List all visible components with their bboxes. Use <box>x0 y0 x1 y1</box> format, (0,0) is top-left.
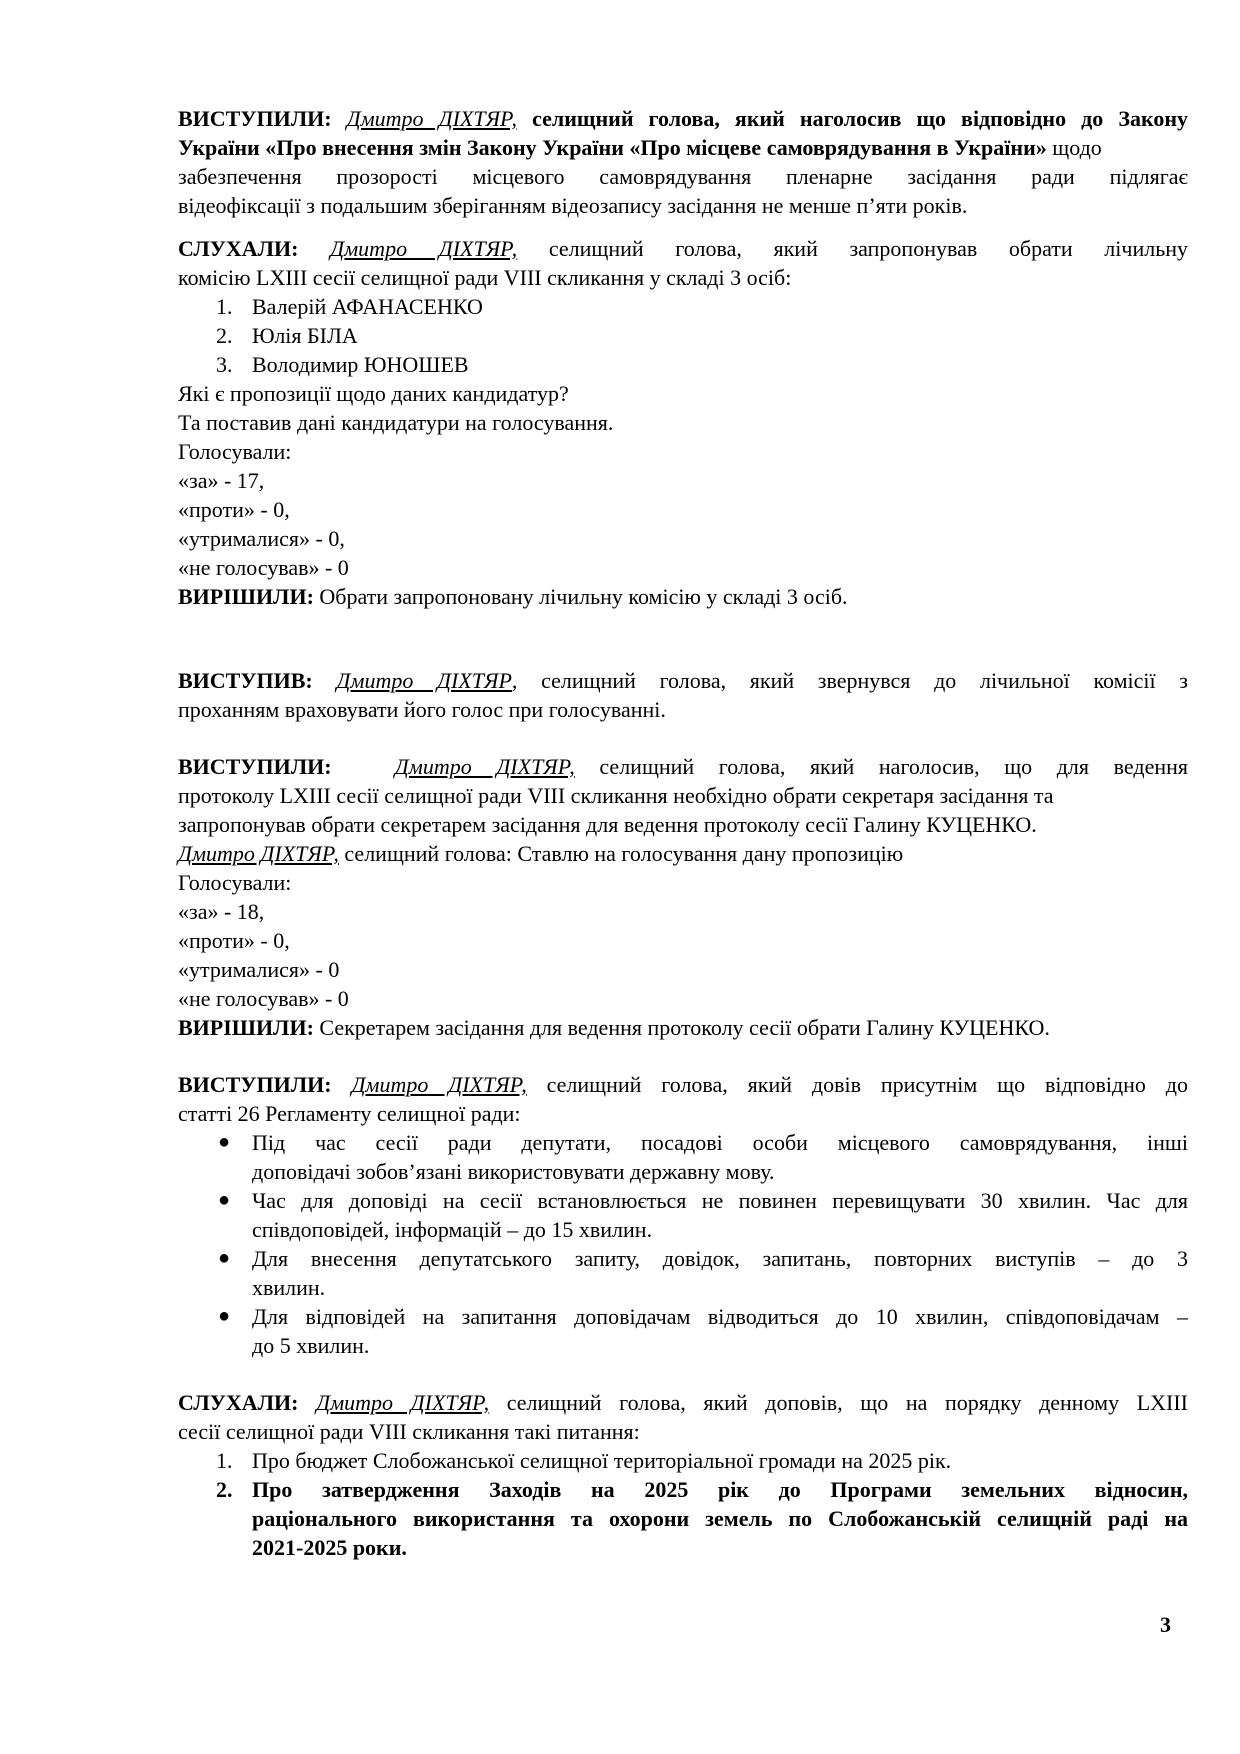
decision: ВИРІШИЛИ: Секретарем засідання для ведення протоколу сесії обрати Галину КУЦЕНКО. <box>178 1015 1050 1040</box>
text-line: ВИСТУПИЛИ: Дмитро ДІХТЯР, селищний голова, який наголосив що відповідно до Закону <box>178 106 1189 131</box>
decision-label: ВИРІШИЛИ: <box>178 584 314 609</box>
bullet-item-cont: доповідачі зобов’язані використовувати державну мову. <box>252 1159 775 1184</box>
text-line: комісію LXIII сесії селищної ради VIII скликання у складі 3 осіб: <box>178 265 792 290</box>
page-number: 3 <box>1160 1612 1171 1637</box>
bullet-item: ● Для внесення депутатського запиту, довідок, запитань, повторних виступів – до 3 <box>218 1246 1188 1271</box>
bullet-item: ● Під час сесії ради депутати, посадові особи місцевого самоврядування, інші <box>218 1130 1188 1155</box>
speaker-name: Дмитро ДІХТЯР, <box>351 1072 527 1097</box>
list-item: 1. Про бюджет Слобожанської селищної територіальної громади на 2025 рік. <box>216 1448 952 1473</box>
section-speech-3 <box>178 752 1188 1042</box>
section-speech-4 <box>178 1070 1188 1360</box>
text-line: ВИСТУПИЛИ: Дмитро ДІХТЯР, селищний голова, який довів присутнім що відповідно до <box>178 1072 1188 1097</box>
text-line: відеофіксації з подальшим зберіганням відеозапису засідання не менше п’яти років. <box>178 193 968 218</box>
text-line: забезпечення прозорості місцевого самоврядування пленарне засідання ради підлягає <box>178 164 1188 189</box>
text-line: запропонував обрати секретарем засідання для ведення протоколу сесії Галину КУЦЕНКО. <box>178 812 1037 837</box>
text-line: сесії селищної ради VIII скликання такі питання: <box>178 1419 640 1444</box>
section-heard-1 <box>178 234 1188 611</box>
text-line: ВИСТУПИЛИ: Дмитро ДІХТЯР, селищний голова, який наголосив, що для ведення <box>178 754 1188 779</box>
vote-heading: Голосували: <box>178 870 292 895</box>
text-line: СЛУХАЛИ: Дмитро ДІХТЯР, селищний голова, який доповів, що на порядку денному LXIII <box>178 1390 1189 1415</box>
section-speech-1 <box>178 104 1188 220</box>
bullet-item: ● Для відповідей на запитання доповідачам відводиться до 10 хвилин, співдоповідачам – <box>218 1304 1188 1329</box>
text-line: проханням враховувати його голос при голосуванні. <box>178 697 666 722</box>
vote-against: «проти» - 0, <box>178 928 290 953</box>
bullet-icon: ● <box>218 1189 231 1211</box>
section-label: ВИСТУПИВ: <box>178 668 313 693</box>
list-item: 1. Валерій АФАНАСЕНКО <box>216 294 483 319</box>
speaker-name: Дмитро ДІХТЯР, <box>330 236 518 261</box>
text-line: Які є пропозиції щодо даних кандидатур? <box>178 381 569 406</box>
vote-abstained: «утрималися» - 0, <box>178 526 345 551</box>
text-line: протоколу LXIII сесії селищної ради VIII скликання необхідно обрати секретаря засідання та <box>178 783 1054 808</box>
section-label: СЛУХАЛИ: <box>178 1390 299 1415</box>
text-line: статті 26 Регламенту селищної ради: <box>178 1101 521 1126</box>
bullet-icon: ● <box>218 1247 231 1269</box>
bullet-item: ● Час для доповіді на сесії встановлюється не повинен перевищувати 30 хвилин. Час для <box>218 1188 1188 1213</box>
section-label: ВИСТУПИЛИ: <box>178 106 332 131</box>
decision-label: ВИРІШИЛИ: <box>178 1015 314 1040</box>
vote-not-voted: «не голосував» - 0 <box>178 555 349 580</box>
text-line: України «Про внесення змін Закону України «Про місцеве самоврядування в України» щодо <box>178 135 1102 160</box>
bullet-icon: ● <box>218 1305 231 1327</box>
vote-abstained: «утрималися» - 0 <box>178 957 340 982</box>
bullet-icon: ● <box>218 1131 231 1153</box>
section-heard-2 <box>178 1388 1188 1562</box>
list-item-cont: 2021-2025 роки. <box>252 1535 407 1560</box>
speaker-name: Дмитро ДІХТЯР, <box>178 841 339 866</box>
text-line: Дмитро ДІХТЯР, селищний голова: Ставлю на голосування дану пропозицію <box>178 841 904 866</box>
section-label: ВИСТУПИЛИ: <box>178 754 332 779</box>
vote-for: «за» - 17, <box>178 468 265 493</box>
text-line: СЛУХАЛИ: Дмитро ДІХТЯР, селищний голова, який запропонував обрати лічильну <box>178 236 1189 261</box>
list-item: 2. Про затвердження Заходів на 2025 рік до Програми земельних відносин, <box>216 1477 1188 1502</box>
vote-not-voted: «не голосував» - 0 <box>178 986 349 1011</box>
bullet-item-cont: до 5 хвилин. <box>252 1333 370 1358</box>
decision: ВИРІШИЛИ: Обрати запропоновану лічильну комісію у складі 3 осіб. <box>178 584 848 609</box>
text-line: ВИСТУПИВ: Дмитро ДІХТЯР, селищний голова, який звернувся до лічильної комісії з <box>178 668 1189 693</box>
bullet-item-cont: хвилин. <box>252 1275 326 1300</box>
speaker-name: Дмитро ДІХТЯР, <box>394 754 575 779</box>
vote-heading: Голосували: <box>178 439 292 464</box>
text-line: Та поставив дані кандидатури на голосування. <box>178 410 614 435</box>
speaker-name: Дмитро ДІХТЯР, <box>346 106 518 131</box>
vote-against: «проти» - 0, <box>178 497 290 522</box>
speaker-name: Дмитро ДІХТЯР, <box>316 1390 490 1415</box>
list-item: 2. Юлія БІЛА <box>216 323 358 348</box>
section-label: СЛУХАЛИ: <box>178 236 299 261</box>
speaker-name: Дмитро ДІХТЯР <box>336 668 512 693</box>
bullet-item-cont: співдоповідей, інформацій – до 15 хвилин. <box>252 1217 653 1242</box>
list-item-cont: раціонального використання та охорони земель по Слобожанській селищній раді на <box>252 1506 1188 1531</box>
list-item: 3. Володимир ЮНОШЕВ <box>216 352 469 377</box>
section-label: ВИСТУПИЛИ: <box>178 1072 332 1097</box>
section-speech-2 <box>178 666 1188 724</box>
vote-for: «за» - 18, <box>178 899 265 924</box>
